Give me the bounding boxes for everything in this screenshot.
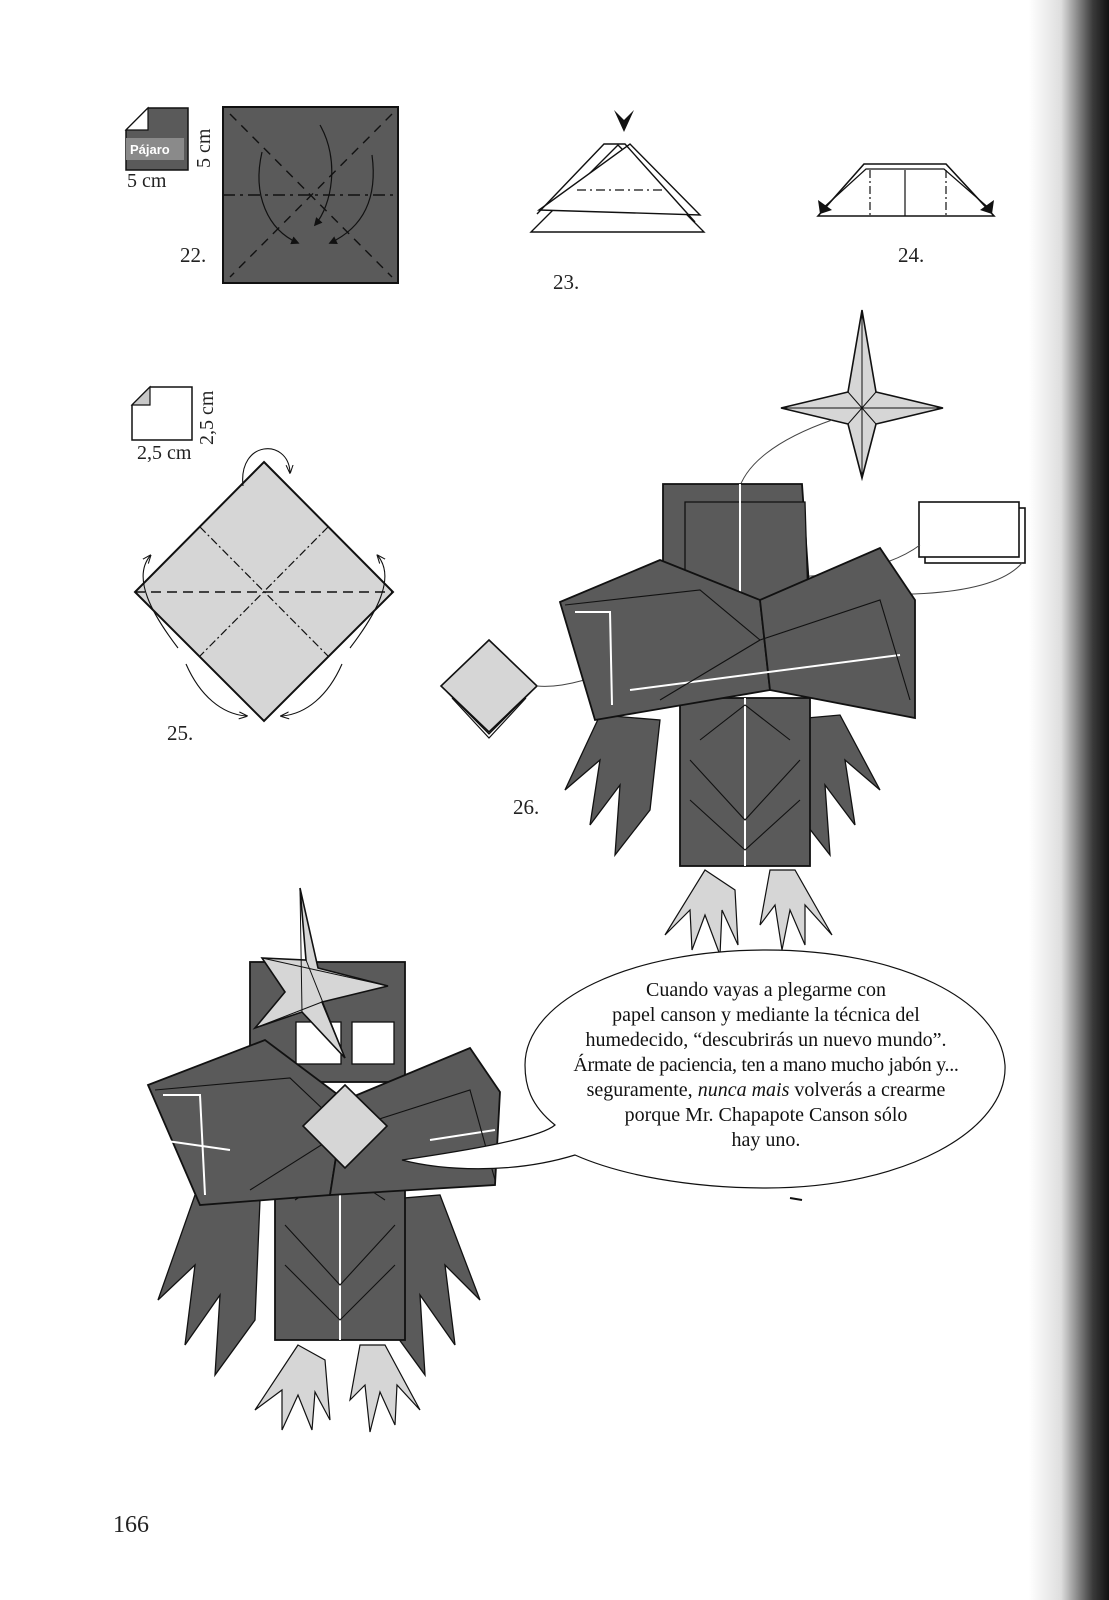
speech-line-italic: nunca mais (697, 1079, 790, 1101)
step-number-26: 26. (513, 795, 540, 819)
step-number-25: 25. (167, 721, 194, 745)
paper2-height-label: 2,5 cm (196, 390, 218, 445)
step23-triangle (531, 110, 704, 232)
speech-line: Cuando vayas a plegarme con (646, 979, 886, 1001)
paper1-width-label: 5 cm (127, 170, 167, 192)
paper-tag-label: Pájaro (130, 142, 170, 157)
speech-line (548, 1078, 984, 1103)
speech-line: papel canson y mediante la técnica del (612, 1004, 920, 1026)
speech-line: hay uno. (731, 1129, 801, 1151)
speech-line: porque Mr. Chapapote Canson sólo (624, 1104, 908, 1126)
page-number: 166 (113, 1512, 149, 1538)
step22-square (223, 107, 398, 283)
step-number-23: 23. (553, 270, 580, 294)
speech-line-part: volverás a crearme (794, 1079, 946, 1101)
step25-diamond (135, 449, 393, 721)
paper-icon-small (132, 387, 192, 440)
paper2-width-label: 2,5 cm (137, 442, 192, 464)
step24-trapezoid (818, 164, 994, 216)
book-gutter-shadow (1029, 0, 1109, 1600)
star-piece (781, 310, 943, 478)
paper1-height-label: 5 cm (193, 128, 215, 168)
speech-line-part: seguramente, (586, 1079, 693, 1101)
speech-text (548, 978, 984, 1153)
paper-icon-pajaro (126, 108, 188, 170)
speech-line: humedecido, “descubrirás un nuevo mundo”. (585, 1029, 947, 1051)
step-number-22: 22. (180, 243, 207, 267)
step-number-24: 24. (898, 243, 925, 267)
beak-piece (441, 640, 537, 738)
connector-line (738, 420, 832, 492)
speech-line: Ármate de paciencia, ten a mano mucho jabón y... (573, 1054, 959, 1076)
owl-assembly-diagram (560, 484, 915, 955)
eye-card-piece (919, 502, 1025, 563)
